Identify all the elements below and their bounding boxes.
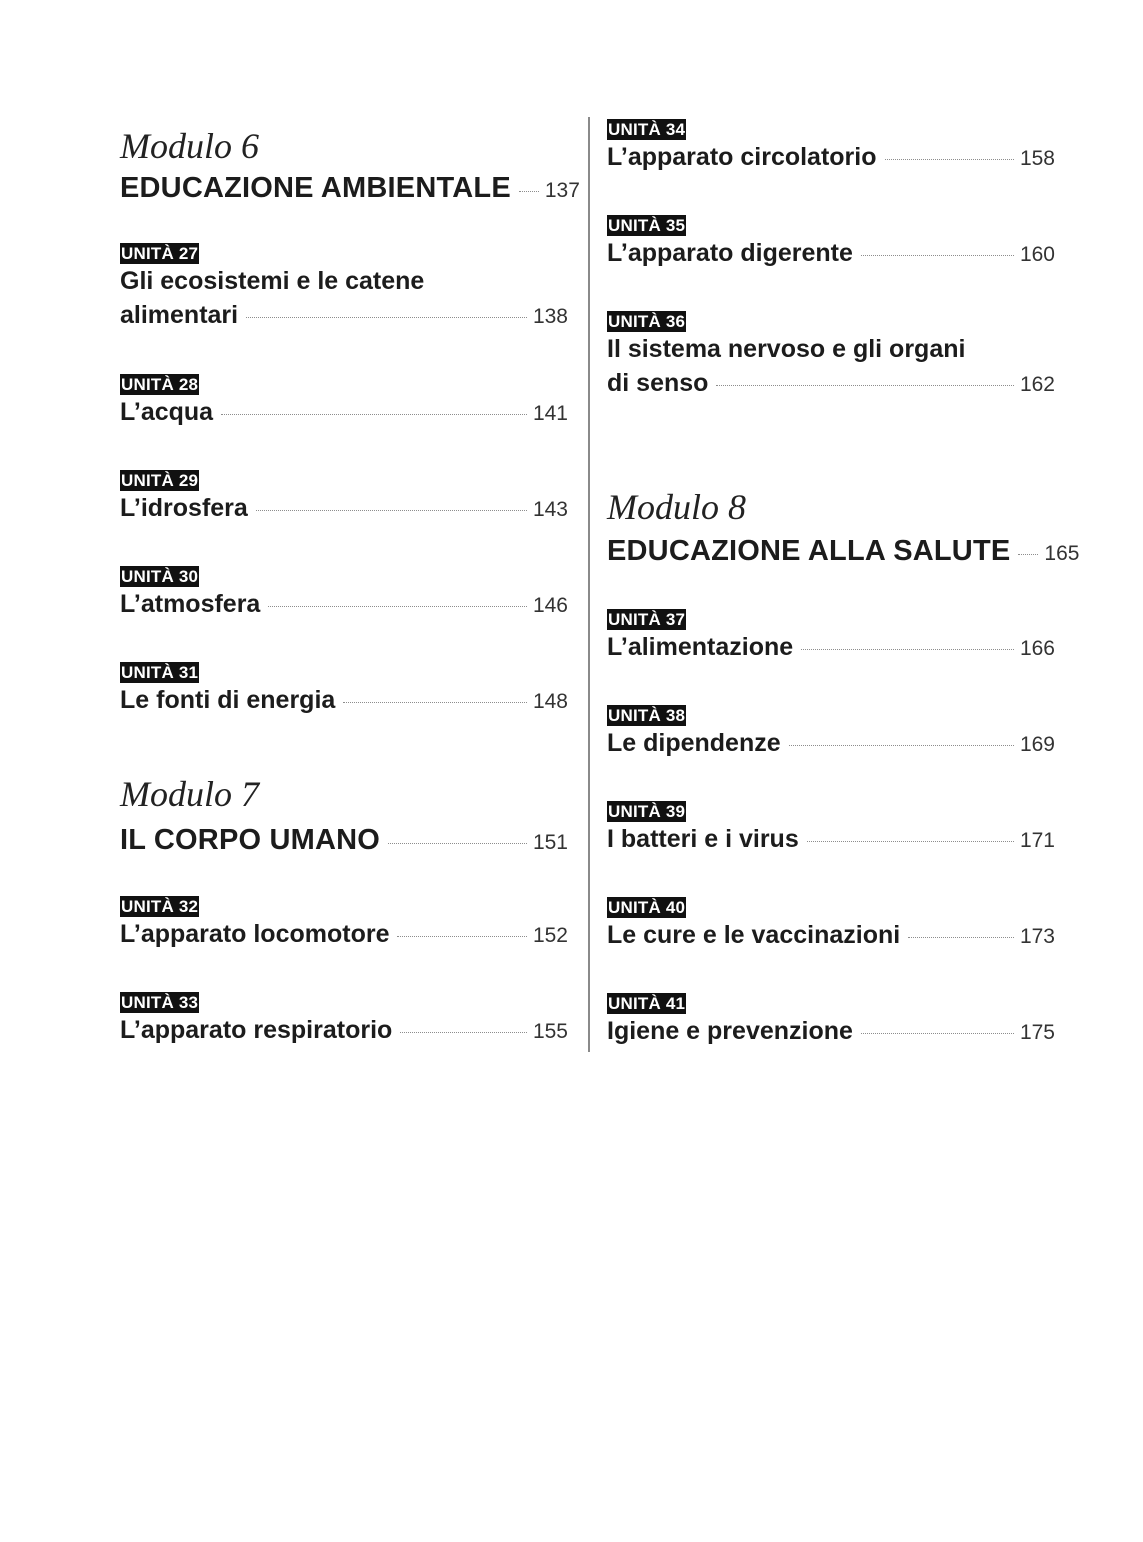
unit-36-entry[interactable] (607, 311, 1055, 400)
unit-title: L’idrosfera (120, 494, 248, 522)
unit-title-line1: Il sistema nervoso e gli organi (607, 335, 966, 363)
dot-leader (885, 159, 1014, 160)
unit-title-line (120, 298, 568, 332)
unit-title-line (120, 1013, 568, 1047)
unit-35-entry[interactable] (607, 215, 1055, 270)
page-number: 146 (532, 594, 568, 617)
page-number: 173 (1019, 925, 1055, 948)
module-title: EDUCAZIONE AMBIENTALE (120, 172, 511, 204)
unit-title: L’acqua (120, 398, 214, 426)
unit-badge: UNITÀ 36 (608, 312, 686, 331)
page-number: 160 (1019, 243, 1055, 266)
unit-badge: UNITÀ 37 (608, 610, 686, 629)
unit-38-entry[interactable] (607, 705, 1055, 760)
unit-badge: UNITÀ 30 (121, 567, 199, 586)
unit-badge: UNITÀ 33 (121, 993, 199, 1012)
unit-title-line (607, 630, 1055, 664)
dot-leader (397, 936, 526, 937)
unit-title-line1: Gli ecosistemi e le catene (120, 267, 425, 295)
dot-leader (789, 745, 1014, 746)
unit-title-line (120, 683, 568, 717)
page-number: 155 (532, 1020, 568, 1043)
unit-37-entry[interactable] (607, 609, 1055, 664)
dot-leader (246, 317, 527, 318)
unit-badge: UNITÀ 29 (121, 471, 199, 490)
unit-badge: UNITÀ 32 (121, 897, 199, 916)
dot-leader (908, 937, 1014, 938)
unit-27-entry[interactable] (120, 243, 568, 332)
page-number: 171 (1019, 829, 1055, 852)
dot-leader (519, 191, 539, 192)
unit-title-line (120, 917, 568, 951)
unit-title-line (120, 395, 568, 429)
unit-badge: UNITÀ 31 (121, 663, 199, 682)
unit-badge: UNITÀ 39 (608, 802, 686, 821)
unit-badge: UNITÀ 41 (608, 994, 686, 1013)
module-7-heading (120, 774, 568, 857)
dot-leader (807, 841, 1014, 842)
module-title: IL CORPO UMANO (120, 824, 381, 856)
dot-leader (716, 385, 1014, 386)
unit-41-entry[interactable] (607, 993, 1055, 1048)
module-title: EDUCAZIONE ALLA SALUTE (607, 535, 1011, 567)
unit-40-entry[interactable] (607, 897, 1055, 952)
module-title-line[interactable] (607, 535, 1080, 568)
dot-leader (256, 510, 527, 511)
dot-leader (343, 702, 527, 703)
dot-leader (1018, 554, 1038, 555)
page-number: 162 (1019, 373, 1055, 396)
page-number: 152 (532, 924, 568, 947)
module-6-heading (120, 126, 580, 205)
unit-title-line2: alimentari (120, 301, 239, 329)
unit-title: L’apparato digerente (607, 239, 853, 267)
unit-title-line (607, 918, 1055, 952)
dot-leader (400, 1032, 527, 1033)
dot-leader (801, 649, 1014, 650)
unit-title-line (607, 366, 1055, 400)
unit-badge: UNITÀ 28 (121, 375, 199, 394)
unit-title: L’apparato locomotore (120, 920, 390, 948)
module-title-line[interactable] (120, 824, 568, 857)
unit-39-entry[interactable] (607, 801, 1055, 856)
page-number: 137 (544, 179, 580, 202)
unit-title-line (120, 587, 568, 621)
module-8-heading (607, 487, 1080, 568)
page-number: 143 (532, 498, 568, 521)
page-number: 148 (532, 690, 568, 713)
unit-title: L’apparato respiratorio (120, 1016, 393, 1044)
unit-title-line (120, 491, 568, 525)
unit-title-line (607, 140, 1055, 174)
dot-leader (268, 606, 527, 607)
unit-title-line (607, 236, 1055, 270)
unit-34-entry[interactable] (607, 119, 1055, 174)
page-number: 158 (1019, 147, 1055, 170)
page-number: 175 (1019, 1021, 1055, 1044)
page-number: 169 (1019, 733, 1055, 756)
unit-31-entry[interactable] (120, 662, 568, 717)
unit-29-entry[interactable] (120, 470, 568, 525)
module-label: Modulo 8 (607, 487, 746, 527)
unit-badge: UNITÀ 35 (608, 216, 686, 235)
unit-badge: UNITÀ 40 (608, 898, 686, 917)
unit-title-line2: di senso (607, 369, 709, 397)
unit-32-entry[interactable] (120, 896, 568, 951)
page-number: 166 (1019, 637, 1055, 660)
unit-badge: UNITÀ 34 (608, 120, 686, 139)
module-title-line[interactable] (120, 172, 580, 205)
page-number: 138 (532, 305, 568, 328)
dot-leader (388, 843, 527, 844)
unit-title: L’apparato circolatorio (607, 143, 877, 171)
unit-title: L’atmosfera (120, 590, 261, 618)
module-label: Modulo 7 (120, 774, 259, 814)
column-divider (588, 117, 590, 1052)
page-number: 141 (532, 402, 568, 425)
module-label: Modulo 6 (120, 126, 259, 166)
unit-title: I batteri e i virus (607, 825, 799, 853)
unit-30-entry[interactable] (120, 566, 568, 621)
unit-badge: UNITÀ 27 (121, 244, 199, 263)
unit-33-entry[interactable] (120, 992, 568, 1047)
unit-title: L’alimentazione (607, 633, 794, 661)
unit-title: Le dipendenze (607, 729, 781, 757)
unit-badge: UNITÀ 38 (608, 706, 686, 725)
unit-title-line (607, 1014, 1055, 1048)
dot-leader (221, 414, 527, 415)
dot-leader (861, 255, 1014, 256)
unit-title: Igiene e prevenzione (607, 1017, 853, 1045)
unit-title-line (607, 822, 1055, 856)
page-number: 165 (1044, 542, 1080, 565)
unit-title-line (607, 726, 1055, 760)
unit-title: Le cure e le vaccinazioni (607, 921, 901, 949)
dot-leader (861, 1033, 1014, 1034)
page-number: 151 (532, 831, 568, 854)
unit-title: Le fonti di energia (120, 686, 336, 714)
unit-28-entry[interactable] (120, 374, 568, 429)
